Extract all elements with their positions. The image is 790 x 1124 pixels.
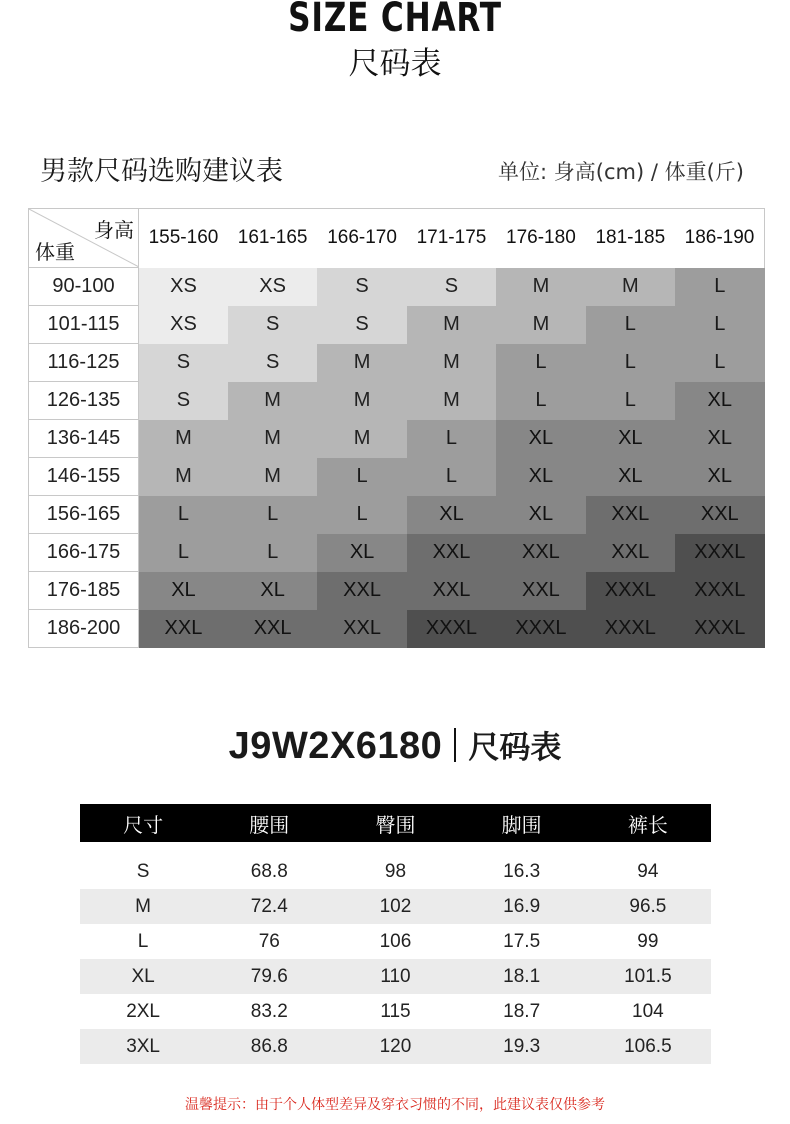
weight-label: 136-145: [29, 420, 139, 458]
size-name-cell: XL: [80, 959, 206, 994]
measurement-cell: 16.9: [459, 889, 585, 924]
column-header: 腰围: [206, 804, 332, 842]
weight-row: [29, 420, 765, 458]
size-cell: XXL: [228, 610, 317, 648]
table-row: [80, 924, 711, 959]
size-cell: L: [317, 496, 406, 534]
size-cell: XXL: [407, 534, 496, 572]
measurement-cell: 86.8: [206, 1029, 332, 1064]
size-cell: XXL: [407, 572, 496, 610]
measurement-table: [80, 804, 711, 1064]
product-code: J9W2X6180: [228, 725, 443, 767]
size-cell: M: [139, 420, 228, 458]
size-cell: XXL: [496, 534, 585, 572]
size-cell: XXL: [496, 572, 585, 610]
size-cell: XXL: [317, 572, 406, 610]
spacer-row: [80, 842, 711, 854]
size-cell: M: [496, 306, 585, 344]
column-header: 裤长: [585, 804, 711, 842]
size-cell: L: [675, 268, 764, 306]
measurement-cell: 18.7: [503, 1000, 541, 1022]
size-cell: XXXL: [407, 610, 496, 648]
height-header: 181-185: [586, 209, 675, 268]
weight-row: [29, 344, 765, 382]
table-row: [80, 994, 711, 1029]
measurement-cell: 104: [632, 1000, 664, 1022]
size-cell: S: [407, 268, 496, 306]
weight-label: 146-155: [29, 458, 139, 496]
size-cell: L: [586, 306, 675, 344]
weight-label: 116-125: [29, 344, 139, 382]
table-row: [80, 889, 711, 924]
size-cell: S: [139, 344, 228, 382]
measurement-cell: 115: [380, 1000, 411, 1022]
title-divider: [454, 728, 456, 762]
weight-label: 176-185: [29, 572, 139, 610]
size-cell: M: [407, 344, 496, 382]
table-row: [80, 1029, 711, 1064]
corner-height-label: 身高: [94, 218, 134, 242]
product-title: [0, 722, 790, 772]
size-cell: M: [317, 420, 406, 458]
weight-row: [29, 306, 765, 344]
size-cell: XXXL: [586, 610, 675, 648]
size-cell: XXXL: [496, 610, 585, 648]
size-cell: XL: [496, 458, 585, 496]
size-name-cell: L: [137, 930, 149, 952]
column-header: 尺寸: [80, 804, 206, 842]
size-cell: M: [139, 458, 228, 496]
size-cell: M: [407, 382, 496, 420]
weight-row: [29, 572, 765, 610]
measurement-cell: 79.6: [206, 959, 332, 994]
height-header: 186-190: [675, 209, 764, 268]
weight-row: [29, 496, 765, 534]
height-header-row: [29, 209, 765, 268]
weight-label: 156-165: [29, 496, 139, 534]
size-cell: XS: [228, 268, 317, 306]
size-cell: XXL: [317, 610, 406, 648]
size-cell: S: [139, 382, 228, 420]
weight-row: [29, 458, 765, 496]
size-cell: XL: [496, 496, 585, 534]
size-cell: L: [496, 382, 585, 420]
measurement-cell: 96.5: [585, 889, 711, 924]
weight-label: 186-200: [29, 610, 139, 648]
size-cell: XXL: [586, 496, 675, 534]
measurement-cell: 18.1: [459, 959, 585, 994]
measurement-cell: 17.5: [503, 930, 541, 952]
size-cell: M: [496, 268, 585, 306]
size-cell: XS: [139, 268, 228, 306]
size-cell: S: [228, 306, 317, 344]
size-cell: XL: [139, 572, 228, 610]
table-row: [80, 959, 711, 994]
measurement-cell: 72.4: [206, 889, 332, 924]
size-cell: XXXL: [675, 610, 764, 648]
size-cell: XL: [675, 458, 764, 496]
recommend-body: [29, 268, 765, 648]
size-cell: M: [228, 382, 317, 420]
measurement-cell: 110: [332, 959, 458, 994]
product-size-chart-label: 尺码表: [468, 730, 562, 766]
disclaimer-note: 温馨提示：由于个人体型差异及穿衣习惯的不同，此建议表仅供参考: [185, 1097, 605, 1113]
height-header: 176-180: [496, 209, 585, 268]
size-name-cell: M: [80, 889, 206, 924]
size-cell: XL: [675, 382, 764, 420]
measurement-cell: 106.5: [585, 1029, 711, 1064]
size-cell: M: [317, 344, 406, 382]
page-title-cn: 尺码表: [348, 46, 442, 82]
size-cell: XL: [228, 572, 317, 610]
size-cell: S: [228, 344, 317, 382]
height-header: 161-165: [228, 209, 317, 268]
measurement-header-row: [80, 804, 711, 842]
unit-label: 单位: 身高(cm) / 体重(斤): [498, 160, 744, 184]
size-cell: XXXL: [675, 572, 764, 610]
size-cell: XL: [586, 458, 675, 496]
size-cell: XXL: [675, 496, 764, 534]
size-cell: L: [407, 458, 496, 496]
measurement-cell: 99: [637, 930, 659, 952]
size-cell: L: [675, 344, 764, 382]
size-cell: L: [228, 496, 317, 534]
weight-label: 101-115: [29, 306, 139, 344]
size-cell: L: [228, 534, 317, 572]
weight-row: [29, 534, 765, 572]
height-header: 166-170: [317, 209, 406, 268]
size-cell: XL: [586, 420, 675, 458]
size-cell: M: [407, 306, 496, 344]
measurement-cell: 83.2: [250, 1000, 288, 1022]
size-cell: XXL: [139, 610, 228, 648]
measurement-cell: 94: [637, 860, 659, 882]
measurement-cell: 102: [332, 889, 458, 924]
size-cell: XL: [317, 534, 406, 572]
size-cell: L: [317, 458, 406, 496]
size-cell: XL: [407, 496, 496, 534]
measurement-body: [80, 842, 711, 1064]
size-cell: L: [139, 534, 228, 572]
size-cell: L: [139, 496, 228, 534]
size-cell: XL: [496, 420, 585, 458]
height-header: 171-175: [407, 209, 496, 268]
size-cell: XXXL: [675, 534, 764, 572]
size-name-cell: 2XL: [126, 1000, 160, 1022]
weight-row: [29, 382, 765, 420]
measurement-cell: 19.3: [459, 1029, 585, 1064]
weight-label: 90-100: [29, 268, 139, 306]
table-row: [80, 854, 711, 889]
size-cell: XL: [675, 420, 764, 458]
size-cell: XS: [139, 306, 228, 344]
size-cell: L: [675, 306, 764, 344]
size-cell: XXXL: [586, 572, 675, 610]
height-header: 155-160: [139, 209, 228, 268]
size-name-cell: 3XL: [80, 1029, 206, 1064]
weight-label: 126-135: [29, 382, 139, 420]
size-cell: M: [586, 268, 675, 306]
size-cell: M: [228, 458, 317, 496]
weight-label: 166-175: [29, 534, 139, 572]
recommend-title: 男款尺码选购建议表: [40, 156, 283, 187]
page-title-en: SIZE CHART: [288, 0, 502, 41]
measurement-cell: 106: [379, 930, 412, 952]
size-cell: L: [496, 344, 585, 382]
column-header: 臀围: [332, 804, 458, 842]
size-cell: M: [228, 420, 317, 458]
size-cell: M: [317, 382, 406, 420]
size-cell: S: [317, 306, 406, 344]
measurement-cell: 98: [384, 860, 407, 882]
measurement-cell: 101.5: [585, 959, 711, 994]
corner-weight-label: 体重: [35, 240, 75, 264]
size-name-cell: S: [136, 860, 150, 882]
size-cell: L: [586, 382, 675, 420]
size-cell: L: [586, 344, 675, 382]
measurement-cell: 16.3: [503, 860, 541, 882]
weight-row: [29, 610, 765, 648]
measurement-cell: 120: [332, 1029, 458, 1064]
weight-row: [29, 268, 765, 306]
column-header: 脚围: [459, 804, 585, 842]
measurement-cell: 68.8: [250, 860, 288, 882]
corner-cell: [29, 209, 139, 268]
size-cell: XXL: [586, 534, 675, 572]
measurement-cell: 76: [258, 930, 280, 952]
size-cell: L: [407, 420, 496, 458]
size-recommend-table: [28, 208, 765, 648]
size-cell: S: [317, 268, 406, 306]
